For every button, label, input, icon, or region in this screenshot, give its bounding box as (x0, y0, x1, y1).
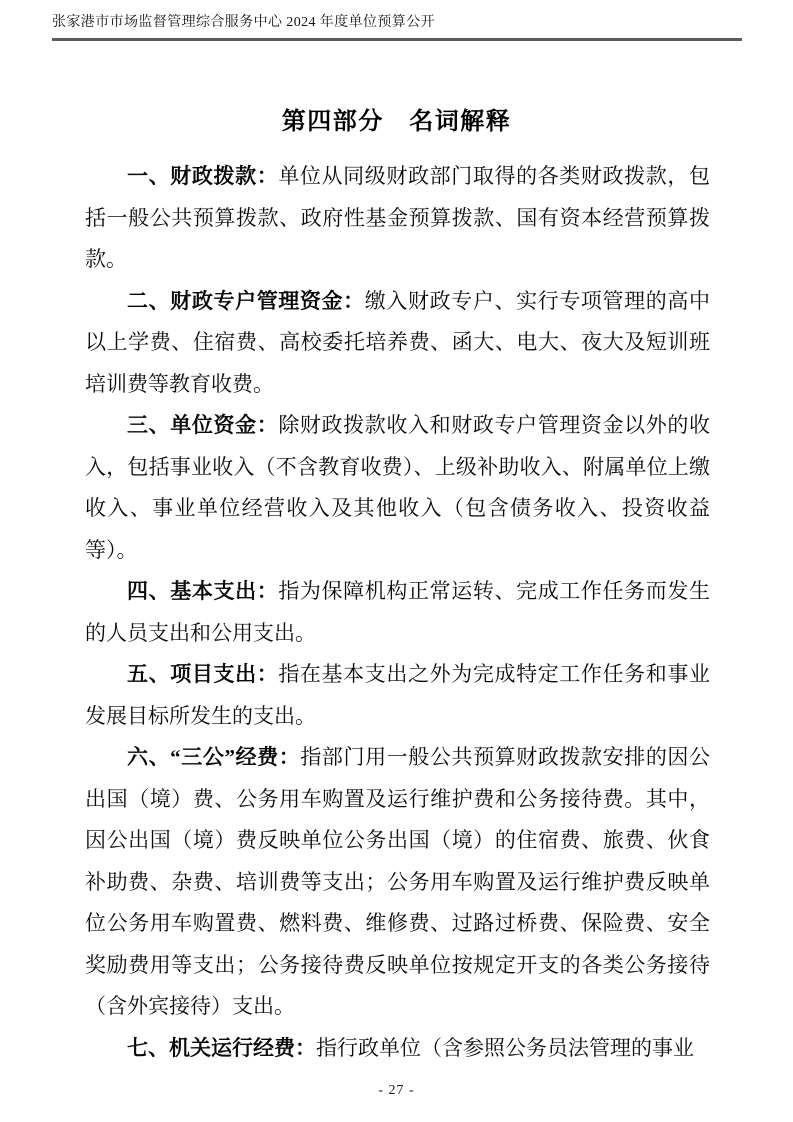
page-header-text: 张家港市市场监督管理综合服务中心 2024 年度单位预算公开 (52, 15, 435, 30)
page-title: 第四部分 名词解释 (281, 109, 512, 135)
term-label: 四、基本支出： (127, 579, 279, 603)
definition-paragraph (85, 654, 710, 737)
term-label: 二、财政专户管理资金： (127, 288, 365, 313)
term-label: 五、项目支出： (127, 662, 279, 686)
definition-paragraph (85, 571, 710, 654)
term-label: 七、机关运行经费： (127, 1035, 316, 1060)
term-label: 六、“三公”经费： (127, 745, 301, 769)
term-definition: 缴入财政专户、实行专项管理的高中以上学费、住宿费、高校委托培养费、函大、电大、夜大及短训班培训费等教育收费。 (85, 288, 711, 396)
definition-paragraph (85, 1028, 710, 1070)
definition-paragraph (85, 737, 710, 1028)
definition-paragraph (85, 156, 710, 281)
page-number: - 27 - (378, 1083, 415, 1098)
term-definition: 除财政拨款收入和财政专户管理资金以外的收入，包括事业收入（不含教育收费）、上级补助收入、附属单位上缴收入、事业单位经营收入及其他收入（包含债务收入、投资收益等）。 (85, 413, 711, 562)
term-definition: 指部门用一般公共预算财政拨款安排的因公出国（境）费、公务用车购置及运行维护费和公务接待费。其中，因公出国（境）费反映单位公务出国（境）的住宿费、旅费、伙食补助费、杂费、培训费等支出；公务用车购置及运行维护费反映单位公务用车购置费、燃料费、维修费、过路过桥费、保险费、安全奖励费用等支出；公务接待费反映单位按规定开支的各类公务接待（含外宾接待）支出。 (85, 745, 711, 1018)
definition-paragraph (85, 281, 710, 406)
term-label: 三、单位资金： (127, 413, 279, 437)
term-label: 一、财政拨款： (127, 164, 279, 188)
page-header (52, 11, 742, 41)
document-body (85, 156, 710, 1069)
term-definition: 单位从同级财政部门取得的各类财政拨款，包括一般公共预算拨款、政府性基金预算拨款、国有资本经营预算拨款。 (85, 164, 711, 271)
term-definition: 指在基本支出之外为完成特定工作任务和事业发展目标所发生的支出。 (85, 662, 711, 728)
term-definition: 指行政单位（含参照公务员法管理的事业 (316, 1035, 694, 1060)
term-definition: 指为保障机构正常运转、完成工作任务而发生的人员支出和公用支出。 (85, 579, 711, 645)
definition-paragraph (85, 405, 710, 571)
page-footer (0, 1083, 793, 1099)
